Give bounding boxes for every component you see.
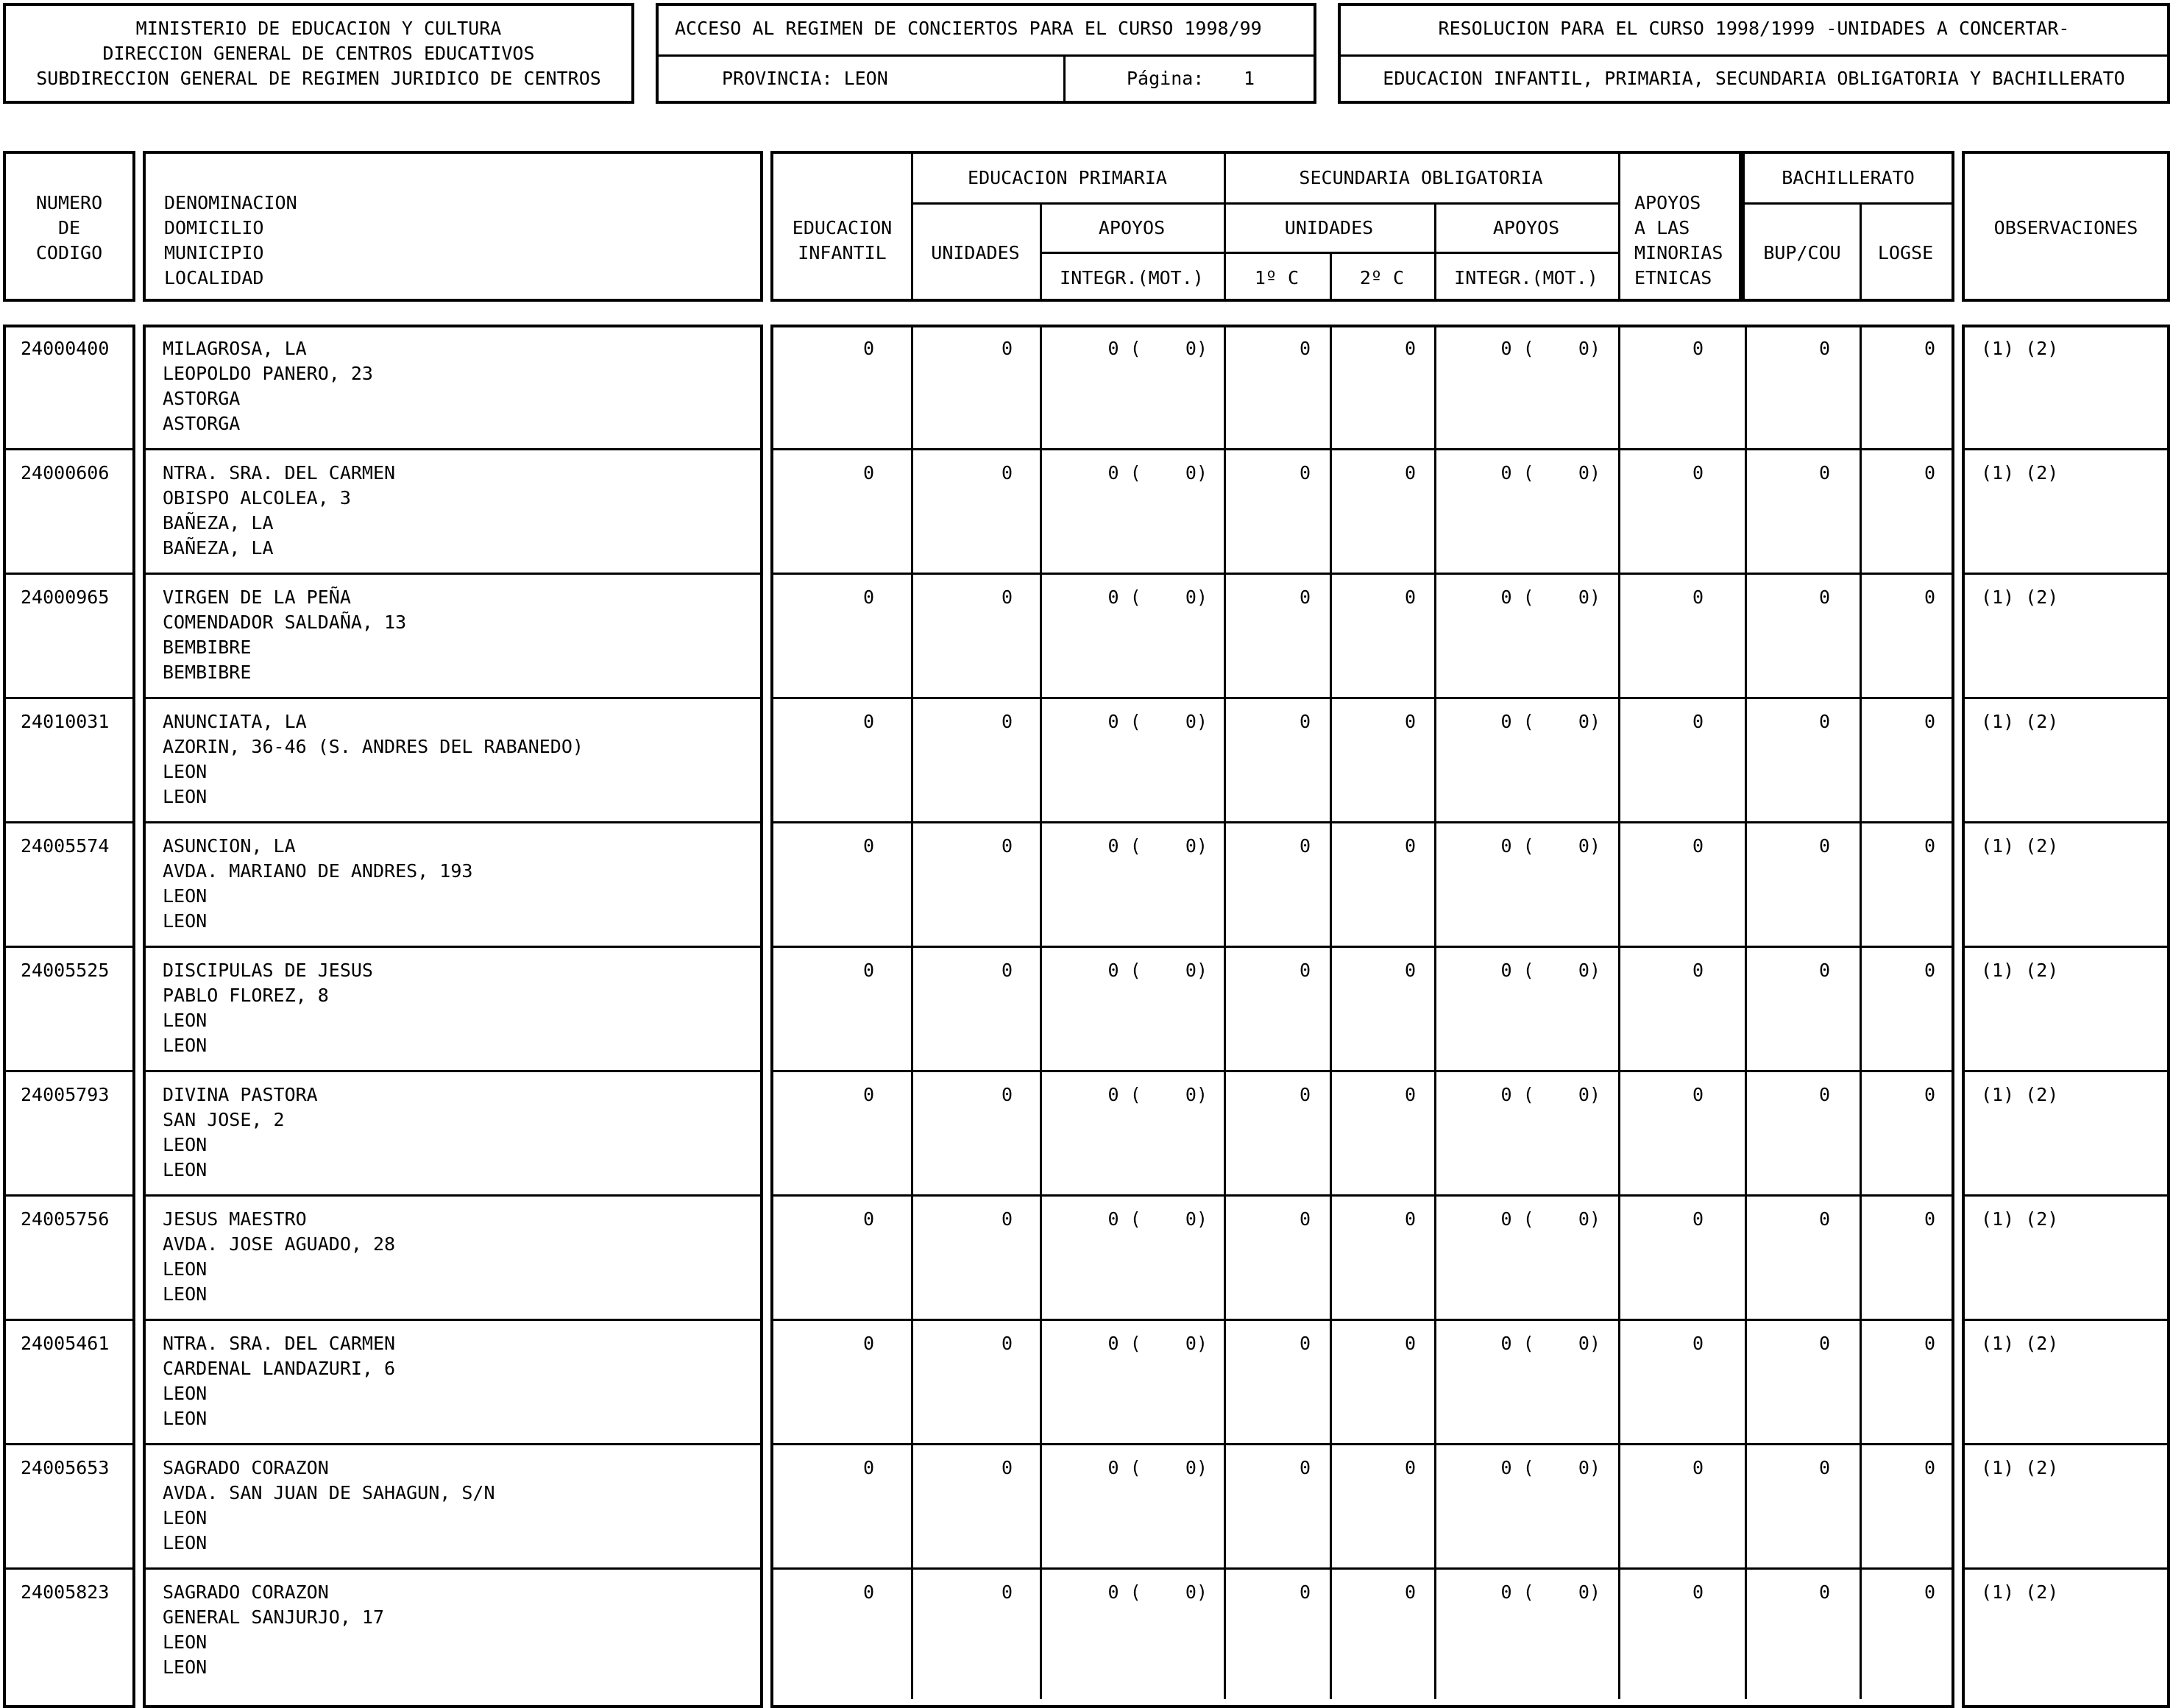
- value-min: 0: [1692, 1581, 1704, 1603]
- center-localidad: LEON: [163, 1283, 208, 1305]
- center-name: SAGRADO CORAZON: [163, 1581, 329, 1603]
- value-s1: 0: [1299, 960, 1311, 981]
- observaciones-value: (1) (2): [1981, 960, 2059, 981]
- center-address: CARDENAL LANDAZURI, 6: [163, 1358, 396, 1379]
- center-address: AVDA. JOSE AGUADO, 28: [163, 1233, 396, 1255]
- value-logse: 0: [1924, 1457, 1935, 1478]
- center-name: JESUS MAESTRO: [163, 1208, 307, 1230]
- value-pa: 0 ( 0): [1107, 711, 1208, 732]
- center-municipio: LEON: [163, 885, 208, 907]
- observaciones-header: [1962, 151, 2170, 302]
- values-column-frame: [770, 325, 1954, 1708]
- center-address: LEOPOLDO PANERO, 23: [163, 363, 373, 384]
- ministry-line-3: SUBDIRECCION GENERAL DE REGIMEN JURIDICO DE CENTROS: [36, 68, 601, 89]
- minorias-header-line: MINORIAS: [1634, 242, 1723, 263]
- center-municipio: ASTORGA: [163, 388, 241, 409]
- value-pa: 0 ( 0): [1107, 1457, 1208, 1478]
- observaciones-value: (1) (2): [1981, 1333, 2059, 1354]
- center-municipio: LEON: [163, 761, 208, 782]
- center-localidad: LEON: [163, 1532, 208, 1553]
- value-inf: 0: [862, 835, 874, 857]
- center-municipio: LEON: [163, 1507, 208, 1528]
- value-pu: 0: [1001, 338, 1013, 359]
- observaciones-column-frame: [1962, 325, 2170, 1708]
- center-code: 24005525: [21, 960, 110, 981]
- center-name: SAGRADO CORAZON: [163, 1457, 329, 1478]
- center-localidad: LEON: [163, 1159, 208, 1180]
- value-bup: 0: [1818, 462, 1830, 483]
- center-code: 24000606: [21, 462, 110, 483]
- access-box: [656, 3, 1316, 104]
- observaciones-value: (1) (2): [1981, 835, 2059, 857]
- center-localidad: LEON: [163, 1035, 208, 1056]
- value-min: 0: [1692, 1208, 1704, 1230]
- value-bup: 0: [1818, 960, 1830, 981]
- value-bup: 0: [1818, 1581, 1830, 1603]
- value-pa: 0 ( 0): [1107, 1084, 1208, 1105]
- value-pu: 0: [1001, 462, 1013, 483]
- center-municipio: BAÑEZA, LA: [163, 512, 274, 534]
- primaria-unidades-header: UNIDADES: [931, 242, 1020, 263]
- resolution-title: RESOLUCION PARA EL CURSO 1998/1999 -UNIDADES A CONCERTAR-: [1438, 18, 2070, 39]
- center-localidad: ASTORGA: [163, 413, 241, 434]
- value-pu: 0: [1001, 587, 1013, 608]
- name-header-line: MUNICIPIO: [164, 242, 264, 263]
- value-pu: 0: [1001, 835, 1013, 857]
- value-min: 0: [1692, 960, 1704, 981]
- secundaria-integr-header: INTEGR.(MOT.): [1454, 267, 1598, 288]
- value-logse: 0: [1924, 1333, 1935, 1354]
- ministry-line-1: MINISTERIO DE EDUCACION Y CULTURA: [135, 18, 502, 39]
- value-pa: 0 ( 0): [1107, 1581, 1208, 1603]
- value-inf: 0: [862, 1208, 874, 1230]
- code-header-line: DE: [57, 217, 81, 238]
- observaciones-value: (1) (2): [1981, 1208, 2059, 1230]
- name-header-line: LOCALIDAD: [164, 267, 264, 288]
- value-inf: 0: [862, 1084, 874, 1105]
- secundaria-2c-header: 2º C: [1359, 267, 1405, 288]
- secundaria-unidades-header: UNIDADES: [1284, 217, 1374, 238]
- value-min: 0: [1692, 711, 1704, 732]
- name-header-line: DOMICILIO: [164, 217, 264, 238]
- value-inf: 0: [862, 711, 874, 732]
- value-s2: 0: [1404, 1333, 1416, 1354]
- value-s1: 0: [1299, 711, 1311, 732]
- units-header: [770, 151, 1742, 302]
- value-s2: 0: [1404, 1084, 1416, 1105]
- value-sa: 0 ( 0): [1500, 462, 1600, 483]
- value-min: 0: [1692, 462, 1704, 483]
- value-pa: 0 ( 0): [1107, 462, 1208, 483]
- center-code: 24000400: [21, 338, 110, 359]
- value-bup: 0: [1818, 1208, 1830, 1230]
- center-code: 24000965: [21, 587, 110, 608]
- access-title: ACCESO AL REGIMEN DE CONCIERTOS PARA EL CURSO 1998/99: [675, 18, 1262, 39]
- value-pa: 0 ( 0): [1107, 960, 1208, 981]
- minorias-header-line: A LAS: [1634, 217, 1690, 238]
- value-bup: 0: [1818, 1084, 1830, 1105]
- name-header: [143, 151, 763, 302]
- center-code: 24005574: [21, 835, 110, 857]
- value-s1: 0: [1299, 1208, 1311, 1230]
- center-localidad: LEON: [163, 1656, 208, 1678]
- center-code: 24005793: [21, 1084, 110, 1105]
- value-logse: 0: [1924, 1208, 1935, 1230]
- center-name: MILAGROSA, LA: [163, 338, 307, 359]
- value-inf: 0: [862, 960, 874, 981]
- name-header-line: DENOMINACION: [164, 192, 297, 213]
- center-name: DIVINA PASTORA: [163, 1084, 318, 1105]
- center-name: VIRGEN DE LA PEÑA: [163, 587, 351, 608]
- minorias-header-line: APOYOS: [1634, 192, 1701, 213]
- code-header-line: NUMERO: [35, 192, 103, 213]
- primaria-apoyos-header: APOYOS: [1098, 217, 1166, 238]
- value-pa: 0 ( 0): [1107, 587, 1208, 608]
- value-sa: 0 ( 0): [1500, 338, 1600, 359]
- primaria-integr-header: INTEGR.(MOT.): [1060, 267, 1204, 288]
- value-s2: 0: [1404, 835, 1416, 857]
- page-number: 1: [1244, 68, 1255, 89]
- page-label: Página:: [1127, 68, 1205, 89]
- observaciones-value: (1) (2): [1981, 1581, 2059, 1603]
- observaciones-value: (1) (2): [1981, 462, 2059, 483]
- center-localidad: LEON: [163, 910, 208, 932]
- center-address: PABLO FLOREZ, 8: [163, 985, 329, 1006]
- center-municipio: LEON: [163, 1134, 208, 1155]
- value-logse: 0: [1924, 960, 1935, 981]
- value-s1: 0: [1299, 1457, 1311, 1478]
- bachillerato-header: [1742, 151, 1954, 302]
- center-code: 24005823: [21, 1581, 110, 1603]
- center-address: AVDA. SAN JUAN DE SAHAGUN, S/N: [163, 1482, 495, 1503]
- value-logse: 0: [1924, 1084, 1935, 1105]
- code-header: [3, 151, 135, 302]
- center-code: 24005653: [21, 1457, 110, 1478]
- value-sa: 0 ( 0): [1500, 1208, 1600, 1230]
- levels-title: EDUCACION INFANTIL, PRIMARIA, SECUNDARIA OBLIGATORIA Y BACHILLERATO: [1383, 68, 2125, 89]
- value-inf: 0: [862, 462, 874, 483]
- observaciones-value: (1) (2): [1981, 1457, 2059, 1478]
- value-s2: 0: [1404, 1457, 1416, 1478]
- minorias-header-line: ETNICAS: [1634, 267, 1712, 288]
- code-column-frame: [3, 325, 135, 1708]
- value-s2: 0: [1404, 338, 1416, 359]
- secundaria-1c-header: 1º C: [1254, 267, 1300, 288]
- value-logse: 0: [1924, 1581, 1935, 1603]
- value-bup: 0: [1818, 1333, 1830, 1354]
- value-sa: 0 ( 0): [1500, 1581, 1600, 1603]
- value-pu: 0: [1001, 1457, 1013, 1478]
- value-sa: 0 ( 0): [1500, 1333, 1600, 1354]
- ministry-line-2: DIRECCION GENERAL DE CENTROS EDUCATIVOS: [102, 43, 535, 64]
- value-min: 0: [1692, 835, 1704, 857]
- center-name: NTRA. SRA. DEL CARMEN: [163, 1333, 396, 1354]
- observaciones-value: (1) (2): [1981, 711, 2059, 732]
- center-address: GENERAL SANJURJO, 17: [163, 1606, 385, 1628]
- value-s1: 0: [1299, 587, 1311, 608]
- center-municipio: LEON: [163, 1383, 208, 1404]
- value-sa: 0 ( 0): [1500, 835, 1600, 857]
- value-inf: 0: [862, 1457, 874, 1478]
- value-s1: 0: [1299, 462, 1311, 483]
- logse-header: LOGSE: [1877, 242, 1934, 263]
- value-pa: 0 ( 0): [1107, 1333, 1208, 1354]
- value-sa: 0 ( 0): [1500, 1457, 1600, 1478]
- value-inf: 0: [862, 1333, 874, 1354]
- center-name: ANUNCIATA, LA: [163, 711, 307, 732]
- value-s2: 0: [1404, 711, 1416, 732]
- bup-header: BUP/COU: [1763, 242, 1841, 263]
- center-code: 24005756: [21, 1208, 110, 1230]
- value-s1: 0: [1299, 1333, 1311, 1354]
- infantil-header-line: EDUCACION: [792, 217, 893, 238]
- value-min: 0: [1692, 338, 1704, 359]
- center-municipio: BEMBIBRE: [163, 637, 252, 658]
- infantil-header-line: INFANTIL: [798, 242, 887, 263]
- value-s2: 0: [1404, 462, 1416, 483]
- center-address: OBISPO ALCOLEA, 3: [163, 487, 351, 508]
- value-logse: 0: [1924, 587, 1935, 608]
- value-s2: 0: [1404, 960, 1416, 981]
- value-logse: 0: [1924, 711, 1935, 732]
- value-pu: 0: [1001, 960, 1013, 981]
- value-pu: 0: [1001, 1208, 1013, 1230]
- value-pa: 0 ( 0): [1107, 835, 1208, 857]
- center-address: AZORIN, 36-46 (S. ANDRES DEL RABANEDO): [163, 736, 584, 757]
- observaciones-value: (1) (2): [1981, 1084, 2059, 1105]
- value-bup: 0: [1818, 338, 1830, 359]
- observaciones-value: (1) (2): [1981, 338, 2059, 359]
- value-pa: 0 ( 0): [1107, 1208, 1208, 1230]
- value-pu: 0: [1001, 1084, 1013, 1105]
- center-localidad: LEON: [163, 786, 208, 807]
- observaciones-value: (1) (2): [1981, 587, 2059, 608]
- value-bup: 0: [1818, 835, 1830, 857]
- value-inf: 0: [862, 1581, 874, 1603]
- value-sa: 0 ( 0): [1500, 1084, 1600, 1105]
- center-code: 24005461: [21, 1333, 110, 1354]
- value-pa: 0 ( 0): [1107, 338, 1208, 359]
- center-municipio: LEON: [163, 1258, 208, 1280]
- center-code: 24010031: [21, 711, 110, 732]
- value-s1: 0: [1299, 1084, 1311, 1105]
- center-localidad: LEON: [163, 1408, 208, 1429]
- value-bup: 0: [1818, 587, 1830, 608]
- value-pu: 0: [1001, 1581, 1013, 1603]
- value-pu: 0: [1001, 1333, 1013, 1354]
- value-logse: 0: [1924, 462, 1935, 483]
- resolution-box: [1338, 3, 2170, 104]
- value-logse: 0: [1924, 338, 1935, 359]
- secundaria-header: SECUNDARIA OBLIGATORIA: [1299, 167, 1543, 188]
- center-name: NTRA. SRA. DEL CARMEN: [163, 462, 396, 483]
- secundaria-apoyos-header: APOYOS: [1492, 217, 1560, 238]
- value-bup: 0: [1818, 711, 1830, 732]
- center-address: AVDA. MARIANO DE ANDRES, 193: [163, 860, 473, 882]
- province-label: PROVINCIA: LEON: [722, 68, 888, 89]
- value-bup: 0: [1818, 1457, 1830, 1478]
- ministry-box: [3, 3, 634, 104]
- value-s1: 0: [1299, 338, 1311, 359]
- center-name: ASUNCION, LA: [163, 835, 296, 857]
- value-s2: 0: [1404, 1581, 1416, 1603]
- value-s1: 0: [1299, 835, 1311, 857]
- center-localidad: BEMBIBRE: [163, 662, 252, 683]
- value-sa: 0 ( 0): [1500, 960, 1600, 981]
- center-localidad: BAÑEZA, LA: [163, 537, 274, 559]
- center-name: DISCIPULAS DE JESUS: [163, 960, 373, 981]
- value-s2: 0: [1404, 1208, 1416, 1230]
- value-min: 0: [1692, 1457, 1704, 1478]
- center-address: SAN JOSE, 2: [163, 1109, 285, 1130]
- value-pu: 0: [1001, 711, 1013, 732]
- value-inf: 0: [862, 587, 874, 608]
- observaciones-header-title: OBSERVACIONES: [1993, 217, 2138, 238]
- center-municipio: LEON: [163, 1010, 208, 1031]
- value-min: 0: [1692, 1084, 1704, 1105]
- value-min: 0: [1692, 1333, 1704, 1354]
- bachillerato-header-title: BACHILLERATO: [1782, 167, 1915, 188]
- value-sa: 0 ( 0): [1500, 711, 1600, 732]
- value-s1: 0: [1299, 1581, 1311, 1603]
- center-municipio: LEON: [163, 1631, 208, 1653]
- value-min: 0: [1692, 587, 1704, 608]
- value-sa: 0 ( 0): [1500, 587, 1600, 608]
- value-inf: 0: [862, 338, 874, 359]
- code-header-line: CODIGO: [35, 242, 103, 263]
- center-address: COMENDADOR SALDAÑA, 13: [163, 612, 407, 633]
- value-logse: 0: [1924, 835, 1935, 857]
- primaria-header: EDUCACION PRIMARIA: [968, 167, 1167, 188]
- value-s2: 0: [1404, 587, 1416, 608]
